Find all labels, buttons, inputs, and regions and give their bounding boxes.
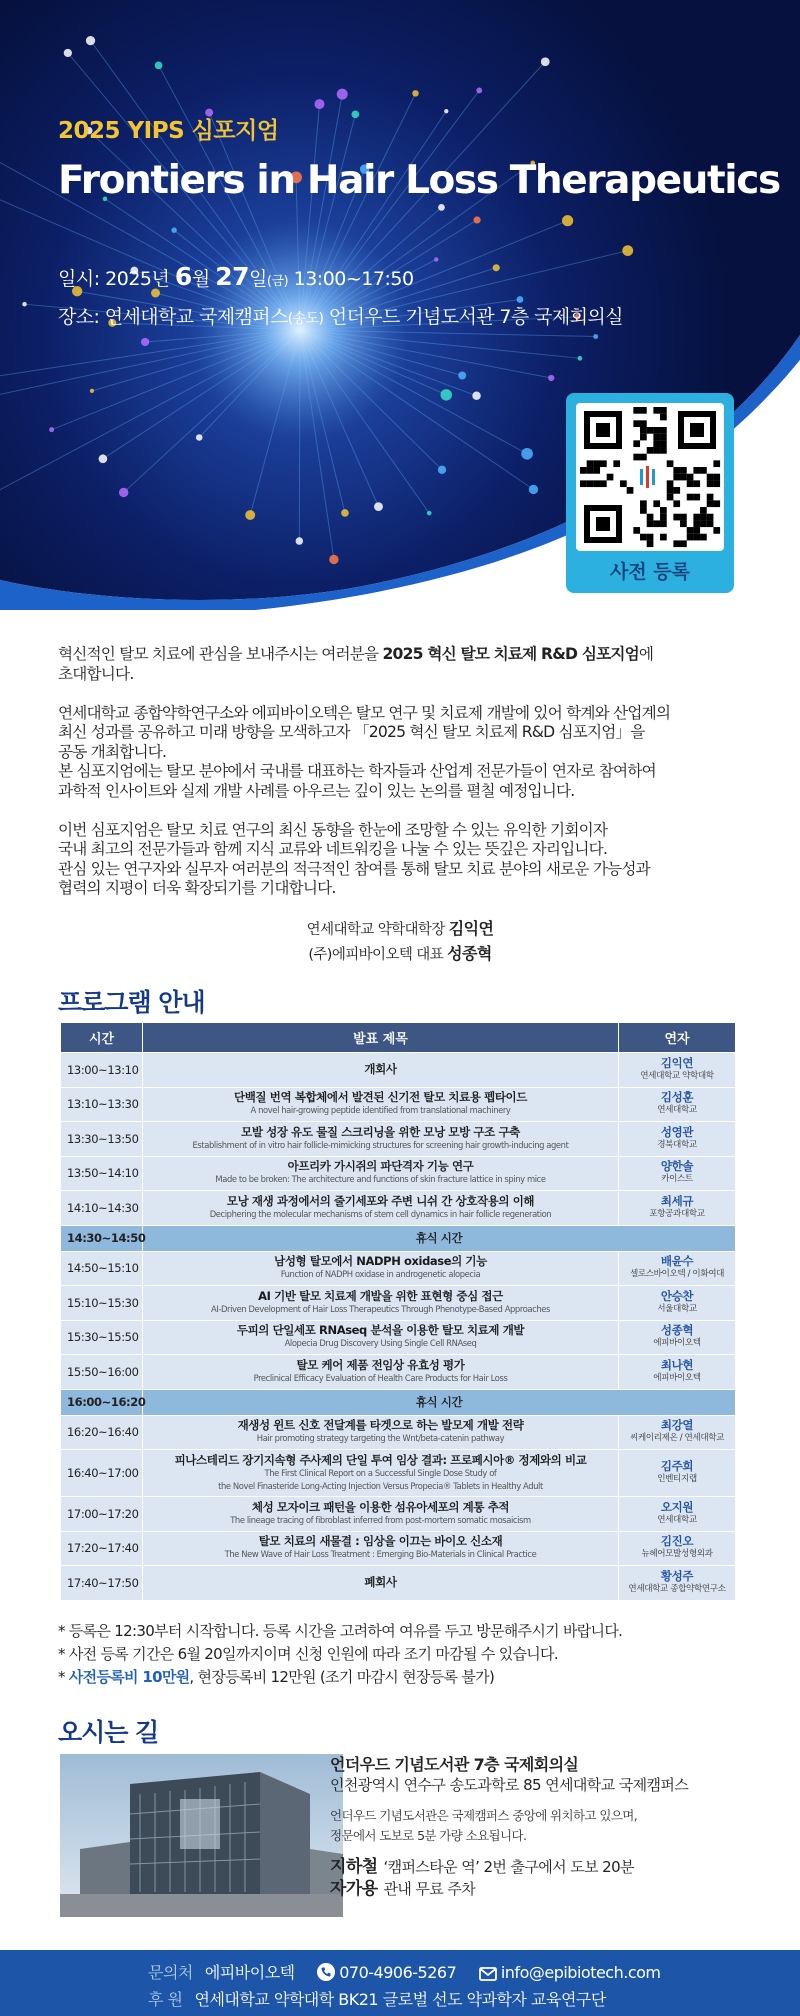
- break-label: 휴식 시간: [143, 1389, 736, 1415]
- speaker-name: 안승찬: [660, 1288, 694, 1303]
- break-label: 휴식 시간: [143, 1225, 736, 1251]
- session-topic: [143, 1531, 619, 1566]
- topic-english: Deciphering the molecular mechanisms of stem cell dynamics in hair follicle regeneration: [209, 1208, 552, 1219]
- program-row: [61, 1122, 736, 1157]
- topic-korean: 모낭 재생 과정에서의 줄기세포와 주변 니쉬 간 상호작용의 이해: [226, 1193, 535, 1208]
- header-topic: 발표 제목: [143, 1023, 619, 1053]
- topic-english-cont: the Novel Finasteride Long-Acting Injection Versus Propecia® Tablets in Healthy Adult: [218, 1480, 543, 1491]
- invitation-text: 혁신적인 탈모 치료에 관심을 보내주시는 여러분을 2025 혁신 탈모 치료제 R&D 심포지엄에 초대합니다. 연세대학교 종합약학연구소와 에피바이오텍은 탈모 연구 및 치료제 개발에 있어 학계와 산업계의 최신 성과를 공유하고 미래 방향을 모색하고자 「2025 혁신 탈모 치료제 R&D 심포지엄」을 공동 개최합니다. 본 심포지엄에는 탈모 분야에서 국내를 대표하는 학자들과 산업계 전문가들이 연자로 참여하여 과학적 인사이트와 실제 개발 사례를 아우르는 깊이 있는 논의를 펼칠 예정입니다. 이번 심포지엄은 탈모 치료 연구의 최신 동향을 한눈에 조망할 수 있는 유익한 기회이자 국내 최고의 전문가들과 함께 지식 교류와 네트워킹을 나눌 수 있는 뜻깊은 자리입니다. 관심 있는 연구자와 실무자 여러분의 적극적인 참여를 통해 탈모 치료 분야의 새로운 가능성과 협력의 지평이 더욱 확장되기를 기대합니다.: [58, 645, 671, 897]
- session-topic: [143, 1320, 619, 1355]
- session-topic: [143, 1566, 619, 1601]
- email-icon: [479, 1966, 497, 1985]
- session-time: 15:50~16:00: [61, 1355, 143, 1390]
- topic-korean: AI 기반 탈모 치료제 개발을 위한 표현형 중심 접근: [258, 1288, 503, 1303]
- topic-korean: 피나스테리드 장기지속형 주사제의 단일 투여 임상 결과: 프로페시아® 정제와의 비교: [174, 1452, 587, 1467]
- event-venue: 장소: 연세대학교 국제캠퍼스(송도) 언더우드 기념도서관 7층 국제회의실: [58, 306, 623, 328]
- topic-korean: 아프리카 가시쥐의 파단격자 기능 연구: [287, 1159, 474, 1174]
- pre-registration-qr[interactable]: [566, 393, 734, 593]
- session-topic: [143, 1497, 619, 1532]
- session-topic: [143, 1156, 619, 1191]
- program-row: [61, 1087, 736, 1122]
- speaker-name: 김성훈: [660, 1090, 694, 1105]
- session-time: 16:20~16:40: [61, 1415, 143, 1450]
- program-row: [61, 1355, 736, 1390]
- session-speaker: [619, 1087, 736, 1122]
- session-topic: [143, 1087, 619, 1122]
- session-topic: [143, 1450, 619, 1497]
- session-time: 17:00~17:20: [61, 1497, 143, 1532]
- sponsor-line: 후 원 연세대학교 약학대학 BK21 글로벌 선도 약과학자 교육연구단: [148, 1990, 606, 2009]
- speaker-name: 배윤수: [660, 1254, 694, 1269]
- program-row: [61, 1053, 736, 1088]
- session-time: 14:50~15:10: [61, 1251, 143, 1286]
- speaker-name: 성종혁: [660, 1323, 694, 1338]
- session-speaker: [619, 1415, 736, 1450]
- program-row: [61, 1450, 736, 1497]
- session-speaker: [619, 1497, 736, 1532]
- topic-korean: 남성형 탈모에서 NADPH oxidase의 기능: [274, 1254, 487, 1269]
- speaker-name: 오지원: [660, 1499, 694, 1514]
- session-speaker: [619, 1450, 736, 1497]
- program-row: [61, 1415, 736, 1450]
- session-topic: [143, 1355, 619, 1390]
- session-time: 16:00~16:20: [61, 1389, 143, 1415]
- session-time: 13:10~13:30: [61, 1087, 143, 1122]
- speaker-name: 최강열: [660, 1418, 694, 1433]
- qr-code-icon: [576, 403, 724, 551]
- topic-korean: 단백질 번역 복합체에서 발견된 신기전 탈모 치료용 펩타이드: [234, 1090, 527, 1105]
- session-time: 15:30~15:50: [61, 1320, 143, 1355]
- location-place: 언더우드 기념도서관 7층 국제회의실: [330, 1755, 579, 1774]
- topic-english: Establishment of in vitro hair follicle-mimicking structures for screening hair growth-inducing agent: [192, 1139, 569, 1150]
- pre-registration-label: 사전 등록: [609, 561, 691, 583]
- session-time: 14:10~14:30: [61, 1191, 143, 1226]
- program-row: [61, 1497, 736, 1532]
- speaker-name: 황성주: [660, 1568, 694, 1583]
- header-speaker: 연자: [619, 1023, 736, 1053]
- speaker-affiliation: 카이스트: [661, 1174, 693, 1185]
- session-topic: [143, 1122, 619, 1157]
- session-topic: [143, 1415, 619, 1450]
- session-topic: [143, 1191, 619, 1226]
- session-speaker: [619, 1355, 736, 1390]
- topic-korean: 체성 모자이크 패턴을 이용한 섬유아세포의 계통 추적: [251, 1499, 510, 1514]
- session-speaker: [619, 1053, 736, 1088]
- speaker-affiliation: 씨케이리제온 / 연세대학교: [629, 1433, 725, 1444]
- session-speaker: [619, 1320, 736, 1355]
- session-speaker: [619, 1156, 736, 1191]
- session-time: 15:10~15:30: [61, 1286, 143, 1321]
- phone-icon: [317, 1963, 335, 1985]
- session-topic: [143, 1053, 619, 1088]
- session-time: 14:30~14:50: [61, 1225, 143, 1251]
- note-registration-deadline: * 사전 등록 기간은 6월 20일까지이며 신청 인원에 따라 조기 마감될 수 있습니다.: [58, 1645, 558, 1663]
- session-time: 17:20~17:40: [61, 1531, 143, 1566]
- signature-block: 연세대학교 약학대학장 김익연 (주)에피바이오텍 대표 성종혁: [306, 919, 494, 963]
- phone-number[interactable]: 070-4906-5267: [339, 1963, 457, 1982]
- program-row: [61, 1156, 736, 1191]
- location-description: 언더우드 기념도서관은 국제캠퍼스 중앙에 위치하고 있으며, 정문에서 도보로 5분 가량 소요됩니다.: [330, 1808, 638, 1843]
- break-row: [61, 1225, 736, 1251]
- library-building-photo: [60, 1754, 343, 1917]
- program-title: 프로그램 안내: [58, 988, 205, 1017]
- speaker-affiliation: 연세대학교: [657, 1105, 697, 1116]
- session-speaker: [619, 1122, 736, 1157]
- session-speaker: [619, 1191, 736, 1226]
- note-registration-time: * 등록은 12:30부터 시작합니다. 등록 시간을 고려하여 여유를 두고 방문해주시기 바랍니다.: [58, 1622, 623, 1640]
- program-row: [61, 1191, 736, 1226]
- location-info: [330, 1754, 760, 1900]
- topic-korean: 개회사: [364, 1062, 397, 1077]
- topic-korean: 폐회사: [364, 1575, 397, 1590]
- session-topic: [143, 1286, 619, 1321]
- speaker-affiliation: 경북대학교: [657, 1139, 697, 1150]
- session-speaker: [619, 1286, 736, 1321]
- topic-korean: 재생성 윈트 신호 전달계를 타겟으로 하는 발모제 개발 전략: [237, 1418, 524, 1433]
- topic-korean: 탈모 치료의 새물결 : 임상을 이끄는 바이오 신소재: [258, 1534, 503, 1549]
- program-header-row: [61, 1023, 736, 1053]
- session-time: 13:30~13:50: [61, 1122, 143, 1157]
- transport-info: [330, 1856, 760, 1900]
- topic-korean: 모발 성장 유도 물질 스크리닝을 위한 모낭 모방 구조 구축: [241, 1124, 520, 1139]
- session-time: 13:00~13:10: [61, 1053, 143, 1088]
- event-date: 일시: 2025년 6월 27일(금) 13:00~17:50: [58, 262, 414, 291]
- speaker-affiliation: 포항공과대학교: [649, 1208, 705, 1219]
- hero-banner: [0, 0, 800, 610]
- speaker-name: 성영관: [660, 1124, 694, 1139]
- break-row: [61, 1389, 736, 1415]
- topic-english: Function of NADPH oxidase in androgenetic alopecia: [280, 1269, 481, 1280]
- speaker-affiliation: 인벤티지랩: [657, 1474, 697, 1484]
- session-speaker: [619, 1566, 736, 1601]
- program-table: [60, 1022, 736, 1601]
- topic-english: The lineage tracing of fibroblast inferred from post-mortem somatic mosaicism: [230, 1514, 531, 1525]
- registration-notes: [58, 1620, 622, 1689]
- speaker-affiliation: 에피바이오텍: [653, 1372, 701, 1383]
- speaker-name: 김익연: [660, 1055, 694, 1070]
- session-speaker: [619, 1251, 736, 1286]
- program-row: [61, 1320, 736, 1355]
- directions-title: 오시는 길: [58, 1718, 159, 1747]
- subway-info: 지하철 ‘캠퍼스타운 역’ 2번 출구에서 도보 20분: [330, 1857, 634, 1877]
- speaker-affiliation: 셀로스바이오텍 / 이화여대: [629, 1269, 725, 1280]
- topic-english: Made to be broken: The architecture and functions of skin fracture lattice in spiny mice: [215, 1174, 546, 1185]
- email-address[interactable]: info@epibiotech.com: [500, 1963, 661, 1982]
- topic-english: Alopecia Drug Discovery Using Single Cell RNAseq: [284, 1338, 477, 1349]
- session-speaker: [619, 1531, 736, 1566]
- speaker-name: 김진오: [660, 1534, 694, 1549]
- session-time: 17:40~17:50: [61, 1566, 143, 1601]
- topic-korean: 두피의 단일세포 RNAseq 분석을 이용한 탈모 치료제 개발: [236, 1323, 525, 1338]
- topic-english: Preclinical Efficacy Evaluation of Health Care Products for Hair Loss: [253, 1372, 508, 1383]
- topic-english: AI-Driven Development of Hair Loss Therapeutics Through Phenotype-Based Approaches: [210, 1303, 550, 1314]
- note-registration-fee: * 사전등록비 10만원, 현장등록비 12만원 (조기 마감시 현장등록 불가): [58, 1668, 495, 1686]
- program-row: [61, 1566, 736, 1601]
- session-time: 16:40~17:00: [61, 1450, 143, 1497]
- speaker-name: 최세규: [660, 1193, 694, 1208]
- program-row: [61, 1531, 736, 1566]
- contact-line: 문의처 에피바이오텍 070-4906-5267 info@epibiotech.com: [148, 1960, 661, 1985]
- topic-english: The First Clinical Report on a Successful Single Dose Study of: [264, 1467, 497, 1478]
- program-row: [61, 1286, 736, 1321]
- speaker-affiliation: 에피바이오텍: [653, 1338, 701, 1349]
- topic-english: Hair promoting strategy targeting the Wnt/beta-catenin pathway: [256, 1433, 505, 1444]
- topic-korean: 탈모 케어 제품 전임상 유효성 평가: [296, 1357, 465, 1372]
- speaker-affiliation: 연세대학교: [657, 1514, 697, 1525]
- location-address: 인천광역시 연수구 송도과학로 85 연세대학교 국제캠퍼스: [330, 1776, 689, 1794]
- speaker-name: 김주희: [660, 1459, 694, 1473]
- program-row: [61, 1251, 736, 1286]
- speaker-affiliation: 연세대학교 약학대학: [640, 1070, 714, 1081]
- event-subtitle: 2025 YIPS 심포지엄: [58, 118, 279, 144]
- session-topic: [143, 1251, 619, 1286]
- topic-english: A novel hair-growing peptide identified from translational machinery: [250, 1105, 511, 1116]
- session-time: 13:50~14:10: [61, 1156, 143, 1191]
- speaker-affiliation: 뉴헤어모발성형외과: [641, 1549, 713, 1560]
- speaker-name: 최나현: [660, 1357, 694, 1372]
- speaker-name: 양한솔: [660, 1159, 694, 1174]
- qr-code[interactable]: [576, 403, 724, 551]
- event-title: Frontiers in Hair Loss Therapeutics: [58, 158, 780, 203]
- speaker-affiliation: 연세대학교 종합약학연구소: [628, 1583, 726, 1594]
- header-time: 시간: [61, 1023, 143, 1053]
- topic-english: The New Wave of Hair Loss Treatment : Emerging Bio-Materials in Clinical Practice: [224, 1549, 537, 1560]
- car-info: 자가용 관내 무료 주차: [330, 1879, 476, 1899]
- footer-contact-bar: [0, 1950, 800, 2016]
- speaker-affiliation: 서울대학교: [657, 1303, 697, 1314]
